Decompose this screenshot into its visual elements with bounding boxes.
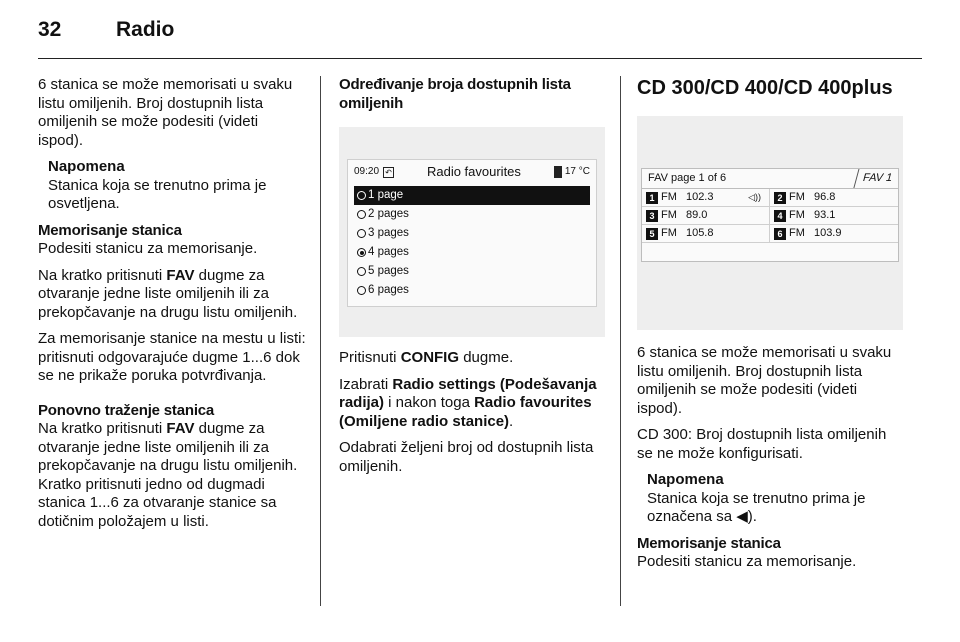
radio-icon [357,210,366,219]
config-paragraph: Pritisnuti CONFIG dugme. [339,349,514,366]
cd-store-paragraph: Podesiti stanicu za memorisanje. [637,553,857,570]
memorize-paragraph: Za memorisanje stanice na mestu u listi: pritisnuti odgovarajuće dugme 1...6 dok se ne prikaže poruka potvrđivanja. [38,330,306,384]
choose-number-paragraph: Odabrati željeni broj od dostupnih lista omiljenih. [339,439,594,475]
option-5-pages: 5 pages [354,262,590,281]
fav-page-screen-image [637,116,903,330]
option-3-pages: 3 pages [354,224,590,243]
heading-recall-stations: Ponovno traženje stanica [38,401,215,419]
radio-icon [357,229,366,238]
speaker-icon: ◁)) [748,192,761,203]
radio-icon [357,267,366,276]
fav-page-header [642,169,898,189]
column-2 [339,76,605,484]
fav-tag: FAV 1 [853,169,894,188]
station-slot-6: 6 FM 103.9 [770,225,898,243]
page-title: Radio [116,18,175,41]
header-divider [38,58,922,59]
radio-favourites-screen-image [339,127,605,337]
display-status-bar [354,164,590,180]
station-slot-1: 1 FM 102.3 ◁)) [642,189,770,207]
thermometer-icon [554,166,562,178]
fav-button-label: FAV [166,266,195,284]
station-slot-2: 2 FM 96.8 [770,189,898,207]
cd-heading-store-stations: Memorisanje stanica [637,534,781,552]
page-header [38,18,174,48]
cd-note-box [637,471,905,527]
speaker-icon: ◀) [736,508,753,525]
cd-intro-paragraph: 6 stanica se može memorisati u svaku listu omiljenih. Broj dostupnih lista omiljenih se može podesiti (videti ispod). [637,344,892,417]
fav-stations-grid [642,189,898,243]
column-3 [637,76,905,580]
column-1 [38,76,306,539]
heading-fav-lists-count: Određivanje broja dostupnih lista omiljenih [339,76,571,112]
option-2-pages: 2 pages [354,205,590,224]
config-button-label: CONFIG [400,349,460,366]
fav-paragraph: Na kratko pritisnuti FAV dugme za otvaranje jedne liste omiljenih ili za prekopčavanje na drugu listu omiljenih. [38,266,298,321]
fav-button-label-2: FAV [166,420,195,437]
radio-icon [357,191,366,200]
station-slot-4: 4 FM 93.1 [770,207,898,225]
station-slot-5: 5 FM 105.8 [642,225,770,243]
section-heading-cd: CD 300/CD 400/CD 400plus [637,77,893,99]
note-text: Stanica koja se trenutno prima je osvetljena. [48,176,267,212]
cd-note-text: Stanica koja se trenutno prima je označena sa ◀). [647,489,866,525]
radio-favourites-display [347,159,597,307]
display-title: Radio favourites [426,163,521,179]
fav-page-label: FAV page 1 of 6 [648,172,727,185]
page-number: 32 [38,18,62,41]
radio-icon [357,286,366,295]
fav-page-display [641,168,899,262]
cd300-paragraph: CD 300: Broj dostupnih lista omiljenih se ne može konfigurisati. [637,426,887,462]
note-title: Napomena [48,158,125,175]
recall-paragraph: Na kratko pritisnuti FAV dugme za otvaranje jedne liste omiljenih ili za prekopčavanje na drugu listu omiljenih. Kratko pritisnuti jedno od dugmadi stanica 1...6 za otvaranje stanice sa dotičnim položajem u listi. [38,420,298,530]
back-icon: ↶ [383,167,394,178]
intro-paragraph: 6 stanica se može memorisati u svaku listu omiljenih. Broj dostupnih lista omiljenih se može podesiti (videti ispod). [38,76,293,149]
option-4-pages: 4 pages [354,243,590,262]
store-paragraph: Podesiti stanicu za memorisanje. [38,240,258,257]
column-divider-2 [620,76,621,606]
column-divider-1 [320,76,321,606]
option-6-pages: 6 pages [354,281,590,300]
option-1-page: 1 page [354,186,590,205]
select-settings-paragraph: Izabrati Radio settings (Podešavanja radija) i nakon toga Radio favourites (Omiljene radio stanice). [339,375,597,430]
cd-note-title: Napomena [647,471,724,488]
station-slot-3: 3 FM 89.0 [642,207,770,225]
display-temperature: 17 °C [554,163,590,182]
display-time: 09:20 [354,165,380,177]
heading-store-stations: Memorisanje stanica [38,221,182,239]
radio-icon [357,248,366,257]
page-options-list [354,186,590,300]
note-box [38,158,306,214]
